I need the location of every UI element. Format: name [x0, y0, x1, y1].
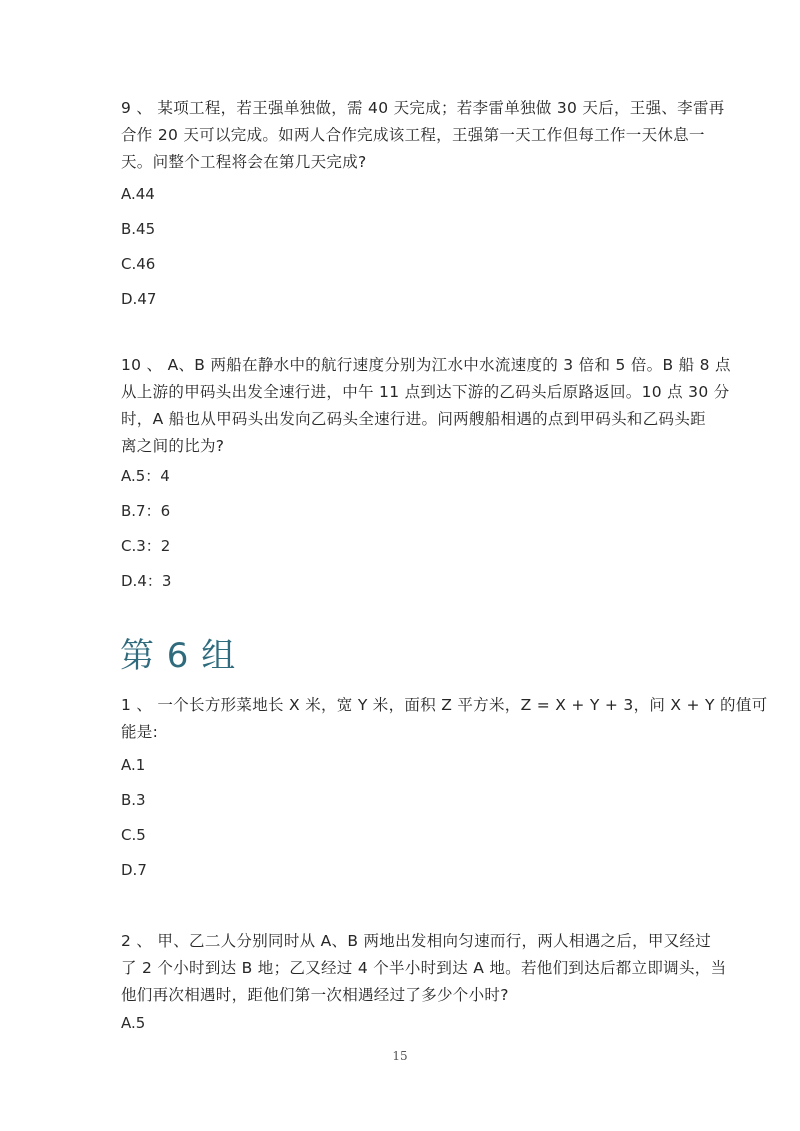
option-a: A.44 [121, 185, 155, 203]
option-a: A.5：4 [121, 467, 170, 485]
question-line: 9 、 某项工程，若王强单独做，需 40 天完成；若李雷单独做 30 天后，王强、李雷再 [121, 99, 725, 117]
question-1-text [121, 692, 768, 746]
option-c: C.5 [121, 826, 146, 844]
option-a: A.1 [121, 756, 146, 774]
question-10-text [121, 352, 731, 460]
option-c: C.46 [121, 255, 156, 273]
option-b: B.7：6 [121, 502, 171, 520]
question-line: 能是: [121, 723, 159, 741]
question-line: 时，A 船也从甲码头出发向乙码头全速行进。问两艘船相遇的点到甲码头和乙码头距 [121, 410, 706, 428]
option-a: A.5 [121, 1014, 146, 1032]
option-b: B.45 [121, 220, 156, 238]
question-line: 从上游的甲码头出发全速行进，中午 11 点到达下游的乙码头后原路返回。10 点 30 分 [121, 383, 730, 401]
question-line: 他们再次相遇时，距他们第一次相遇经过了多少个小时? [121, 986, 509, 1004]
question-2-text [121, 928, 727, 1009]
question-line: 2 、 甲、乙二人分别同时从 A、B 两地出发相向匀速而行，两人相遇之后，甲又经过 [121, 932, 712, 950]
page-number: 15 [392, 1049, 408, 1063]
question-line: 1 、 一个长方形菜地长 X 米，宽 Y 米，面积 Z 平方米，Z = X + Y + 3，问 X + Y 的值可 [121, 696, 768, 714]
option-c: C.3：2 [121, 537, 171, 555]
option-d: D.7 [121, 861, 147, 879]
question-line: 天。问整个工程将会在第几天完成? [121, 153, 367, 171]
question-9-text [121, 95, 725, 176]
option-d: D.47 [121, 290, 157, 308]
question-line: 了 2 个小时到达 B 地；乙又经过 4 个半小时到达 A 地。若他们到达后都立即调头，当 [121, 959, 727, 977]
question-line: 离之间的比为? [121, 437, 225, 455]
question-line: 合作 20 天可以完成。如两人合作完成该工程，王强第一天工作但每工作一天休息一 [121, 126, 705, 144]
option-b: B.3 [121, 791, 146, 809]
section-heading: 第 6 组 [120, 636, 237, 676]
question-line: 10 、 A、B 两船在静水中的航行速度分别为江水中水流速度的 3 倍和 5 倍。B 船 8 点 [121, 356, 731, 374]
option-d: D.4：3 [121, 572, 172, 590]
